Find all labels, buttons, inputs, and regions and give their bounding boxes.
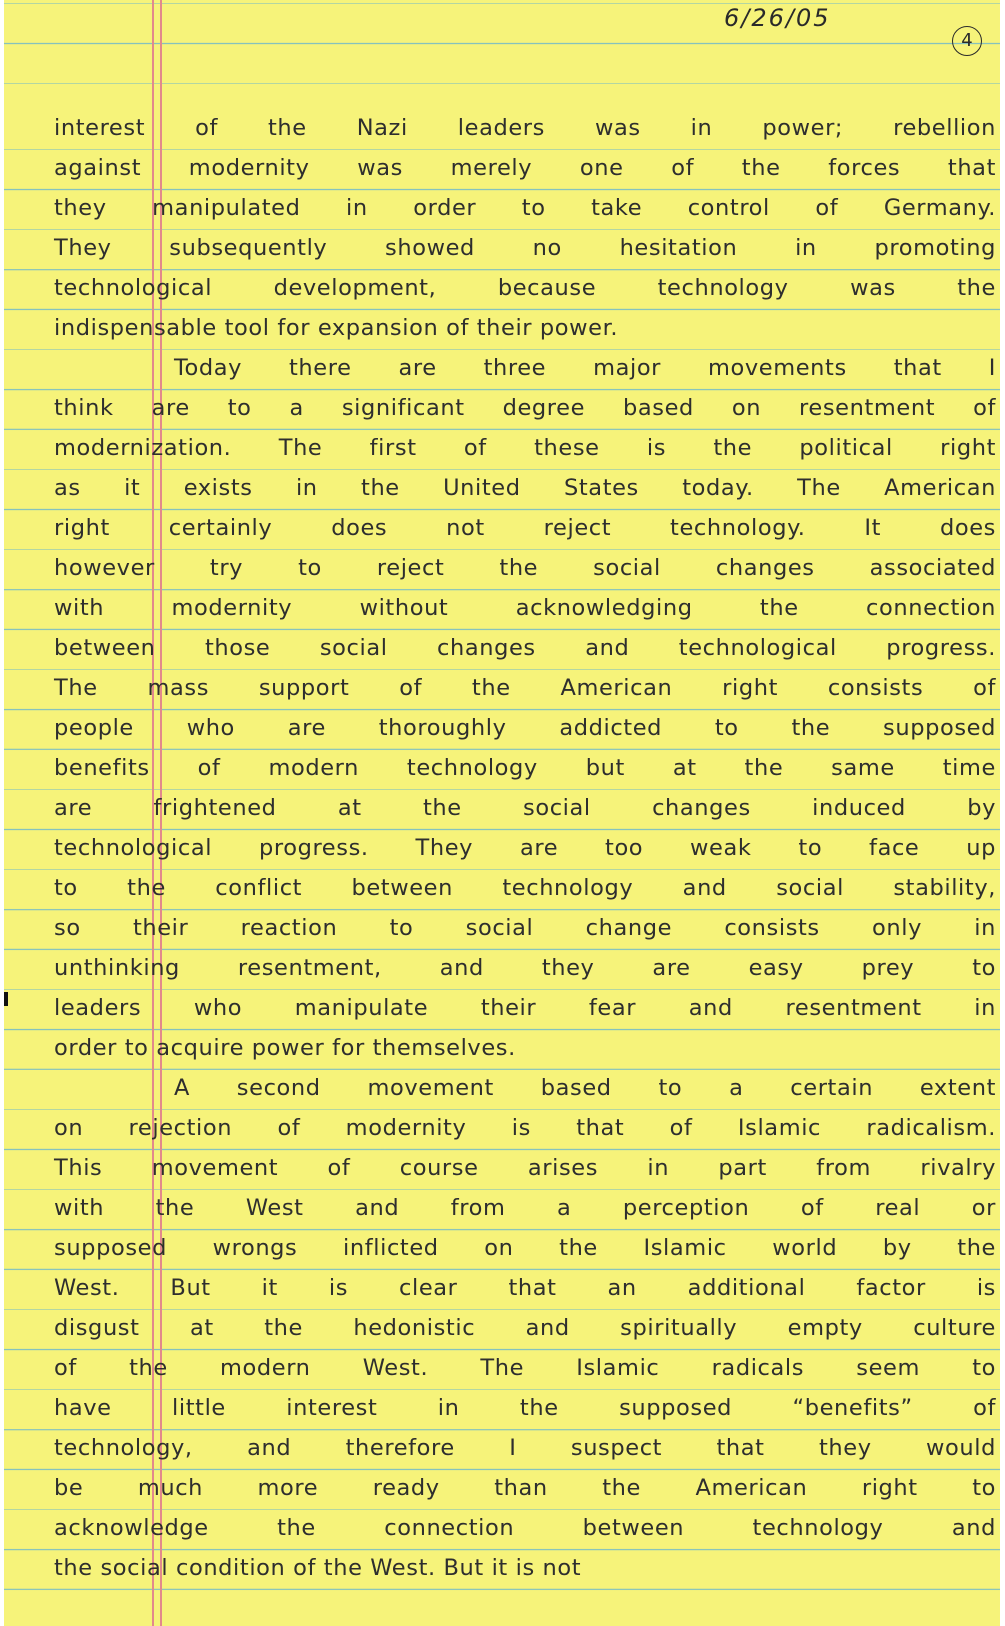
text-line-30: West. But it is clear that an additional factor is (54, 1275, 996, 1301)
text-line-37: the social condition of the West. But it is not (54, 1555, 582, 1581)
text-line-18: are frightened at the social changes induced by (54, 795, 996, 821)
scan-edge-mark (4, 992, 8, 1006)
text-line-8: think are to a significant degree based on resentment of (54, 395, 996, 421)
text-line-2: against modernity was merely one of the forces that (54, 155, 996, 181)
text-line-31: disgust at the hedonistic and spiritually empty culture (54, 1315, 996, 1341)
text-line-24: order to acquire power for themselves. (54, 1035, 516, 1061)
text-line-5: technological development, because technology was the (54, 275, 996, 301)
text-line-33: have little interest in the supposed “benefits” of (54, 1395, 996, 1421)
text-line-13: with modernity without acknowledging the connection (54, 595, 996, 621)
text-line-26: on rejection of modernity is that of Islamic radicalism. (54, 1115, 996, 1141)
text-line-19: technological progress. They are too weak to face up (54, 835, 996, 861)
text-line-25: A second movement based to a certain extent (174, 1075, 996, 1101)
text-line-11: right certainly does not reject technology. It does (54, 515, 996, 541)
text-line-1: interest of the Nazi leaders was in power; rebellion (54, 115, 996, 141)
text-line-14: between those social changes and technological progress. (54, 635, 996, 661)
text-line-7: Today there are three major movements that I (174, 355, 996, 381)
text-line-12: however try to reject the social changes associated (54, 555, 996, 581)
text-line-16: people who are thoroughly addicted to the supposed (54, 715, 996, 741)
text-line-22: unthinking resentment, and they are easy prey to (54, 955, 996, 981)
text-line-15: The mass support of the American right consists of (54, 675, 996, 701)
text-line-17: benefits of modern technology but at the same time (54, 755, 996, 781)
text-line-4: They subsequently showed no hesitation in promoting (54, 235, 996, 261)
text-line-6: indispensable tool for expansion of their power. (54, 315, 619, 341)
text-line-35: be much more ready than the American right to (54, 1475, 996, 1501)
text-line-10: as it exists in the United States today. The American (54, 475, 996, 501)
handwritten-text (54, 108, 996, 1588)
notepad-page (4, 0, 1000, 1626)
text-line-36: acknowledge the connection between technology and (54, 1515, 996, 1541)
handwritten-date: 6/26/05 (724, 4, 831, 32)
text-line-9: modernization. The first of these is the political right (54, 435, 996, 461)
text-line-32: of the modern West. The Islamic radicals seem to (54, 1355, 996, 1381)
text-line-20: to the conflict between technology and social stability, (54, 875, 996, 901)
text-line-21: so their reaction to social change consists only in (54, 915, 996, 941)
text-line-34: technology, and therefore I suspect that they would (54, 1435, 996, 1461)
text-line-28: with the West and from a perception of real or (54, 1195, 996, 1221)
text-line-27: This movement of course arises in part from rivalry (54, 1155, 996, 1181)
text-line-23: leaders who manipulate their fear and resentment in (54, 995, 996, 1021)
text-line-29: supposed wrongs inflicted on the Islamic world by the (54, 1235, 996, 1261)
page-number-circle: 4 (952, 26, 982, 56)
text-line-3: they manipulated in order to take control of Germany. (54, 195, 996, 221)
